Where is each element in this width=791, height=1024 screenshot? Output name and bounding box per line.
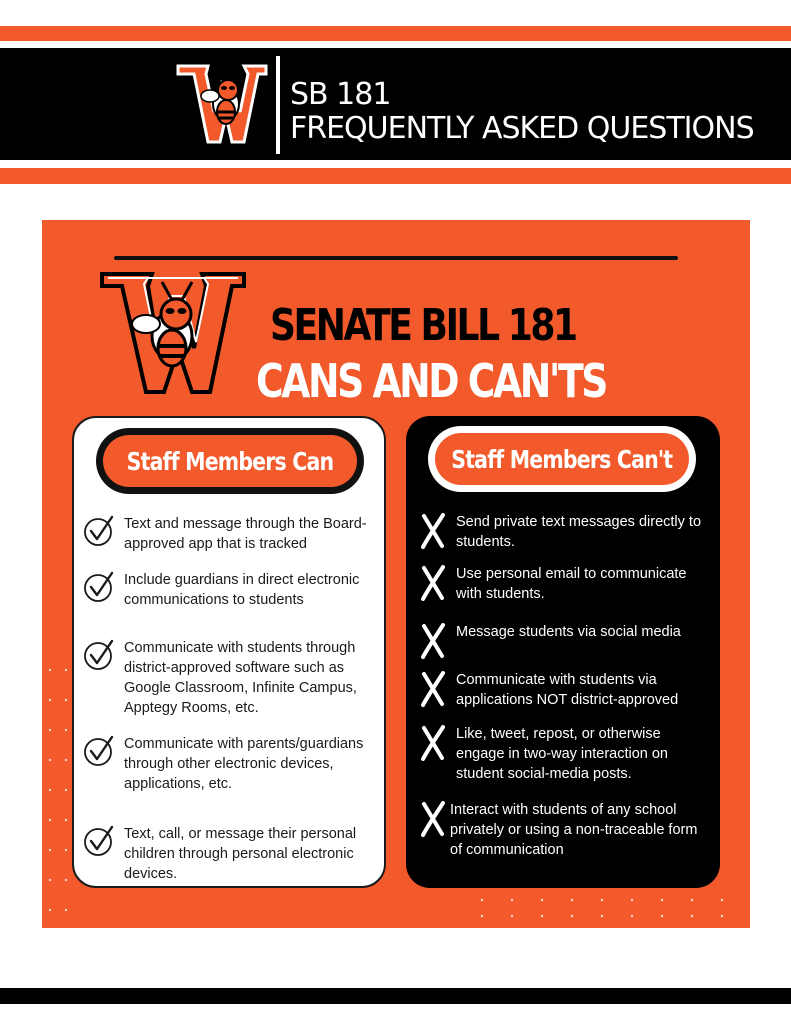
staff-can-card bbox=[72, 416, 386, 888]
cans-and-cants-panel bbox=[42, 220, 750, 928]
cant-item-text: Message students via social media bbox=[456, 624, 681, 640]
staff-cant-heading-pill bbox=[428, 426, 696, 492]
check-circle-icon bbox=[82, 638, 116, 672]
cant-item-text: Send private text messages directly to students. bbox=[456, 514, 702, 550]
x-mark-icon bbox=[418, 622, 448, 660]
page-title-line-2: FREQUENTLY ASKED QUESTIONS bbox=[290, 111, 754, 146]
cant-item-text: Like, tweet, repost, or otherwise engage in two-way interaction on student social-media posts. bbox=[456, 726, 668, 782]
footer-bar bbox=[0, 988, 791, 1004]
dot-pattern-bottom bbox=[472, 896, 750, 926]
can-item-text: Include guardians in direct electronic communications to students bbox=[124, 572, 360, 608]
check-circle-icon bbox=[82, 570, 116, 604]
cant-item-text: Interact with students of any school privately or using a non-traceable form of communication bbox=[450, 802, 698, 858]
staff-cant-heading: Staff Members Can't bbox=[451, 444, 673, 474]
x-mark-icon bbox=[418, 564, 448, 602]
x-mark-icon bbox=[418, 800, 448, 838]
x-mark-icon bbox=[418, 670, 448, 708]
cant-item-text: Use personal email to communicate with students. bbox=[456, 566, 687, 602]
hornet-w-logo-large bbox=[98, 268, 248, 398]
can-item-text: Text, call, or message their personal children through personal electronic devices. bbox=[124, 826, 357, 882]
can-item-text: Communicate with students through district-approved software such as Google Classroom, Infinite Campus, Apptegy Rooms, etc. bbox=[124, 640, 357, 716]
staff-cant-card bbox=[406, 416, 720, 888]
can-item-text: Communicate with parents/guardians through other electronic devices, applications, etc. bbox=[124, 736, 364, 792]
top-orange-stripe bbox=[0, 26, 791, 41]
check-circle-icon bbox=[82, 824, 116, 858]
staff-can-heading-pill bbox=[96, 428, 364, 494]
panel-rule bbox=[114, 256, 678, 260]
staff-can-heading: Staff Members Can bbox=[126, 446, 334, 476]
page-title bbox=[290, 78, 754, 146]
page-title-line-1: SB 181 bbox=[290, 77, 391, 112]
hornet-w-logo bbox=[176, 60, 268, 148]
can-item-text: Text and message through the Board-approved app that is tracked bbox=[124, 516, 367, 552]
check-circle-icon bbox=[82, 514, 116, 548]
panel-title-line-2: CANS AND CAN'TS bbox=[256, 354, 606, 408]
x-mark-icon bbox=[418, 512, 448, 550]
x-mark-icon bbox=[418, 724, 448, 762]
header-divider bbox=[276, 56, 280, 154]
check-circle-icon bbox=[82, 734, 116, 768]
header-orange-stripe bbox=[0, 168, 791, 184]
panel-title-line-1: SENATE BILL 181 bbox=[270, 300, 576, 351]
cant-item-text: Communicate with students via applications NOT district-approved bbox=[456, 672, 679, 708]
